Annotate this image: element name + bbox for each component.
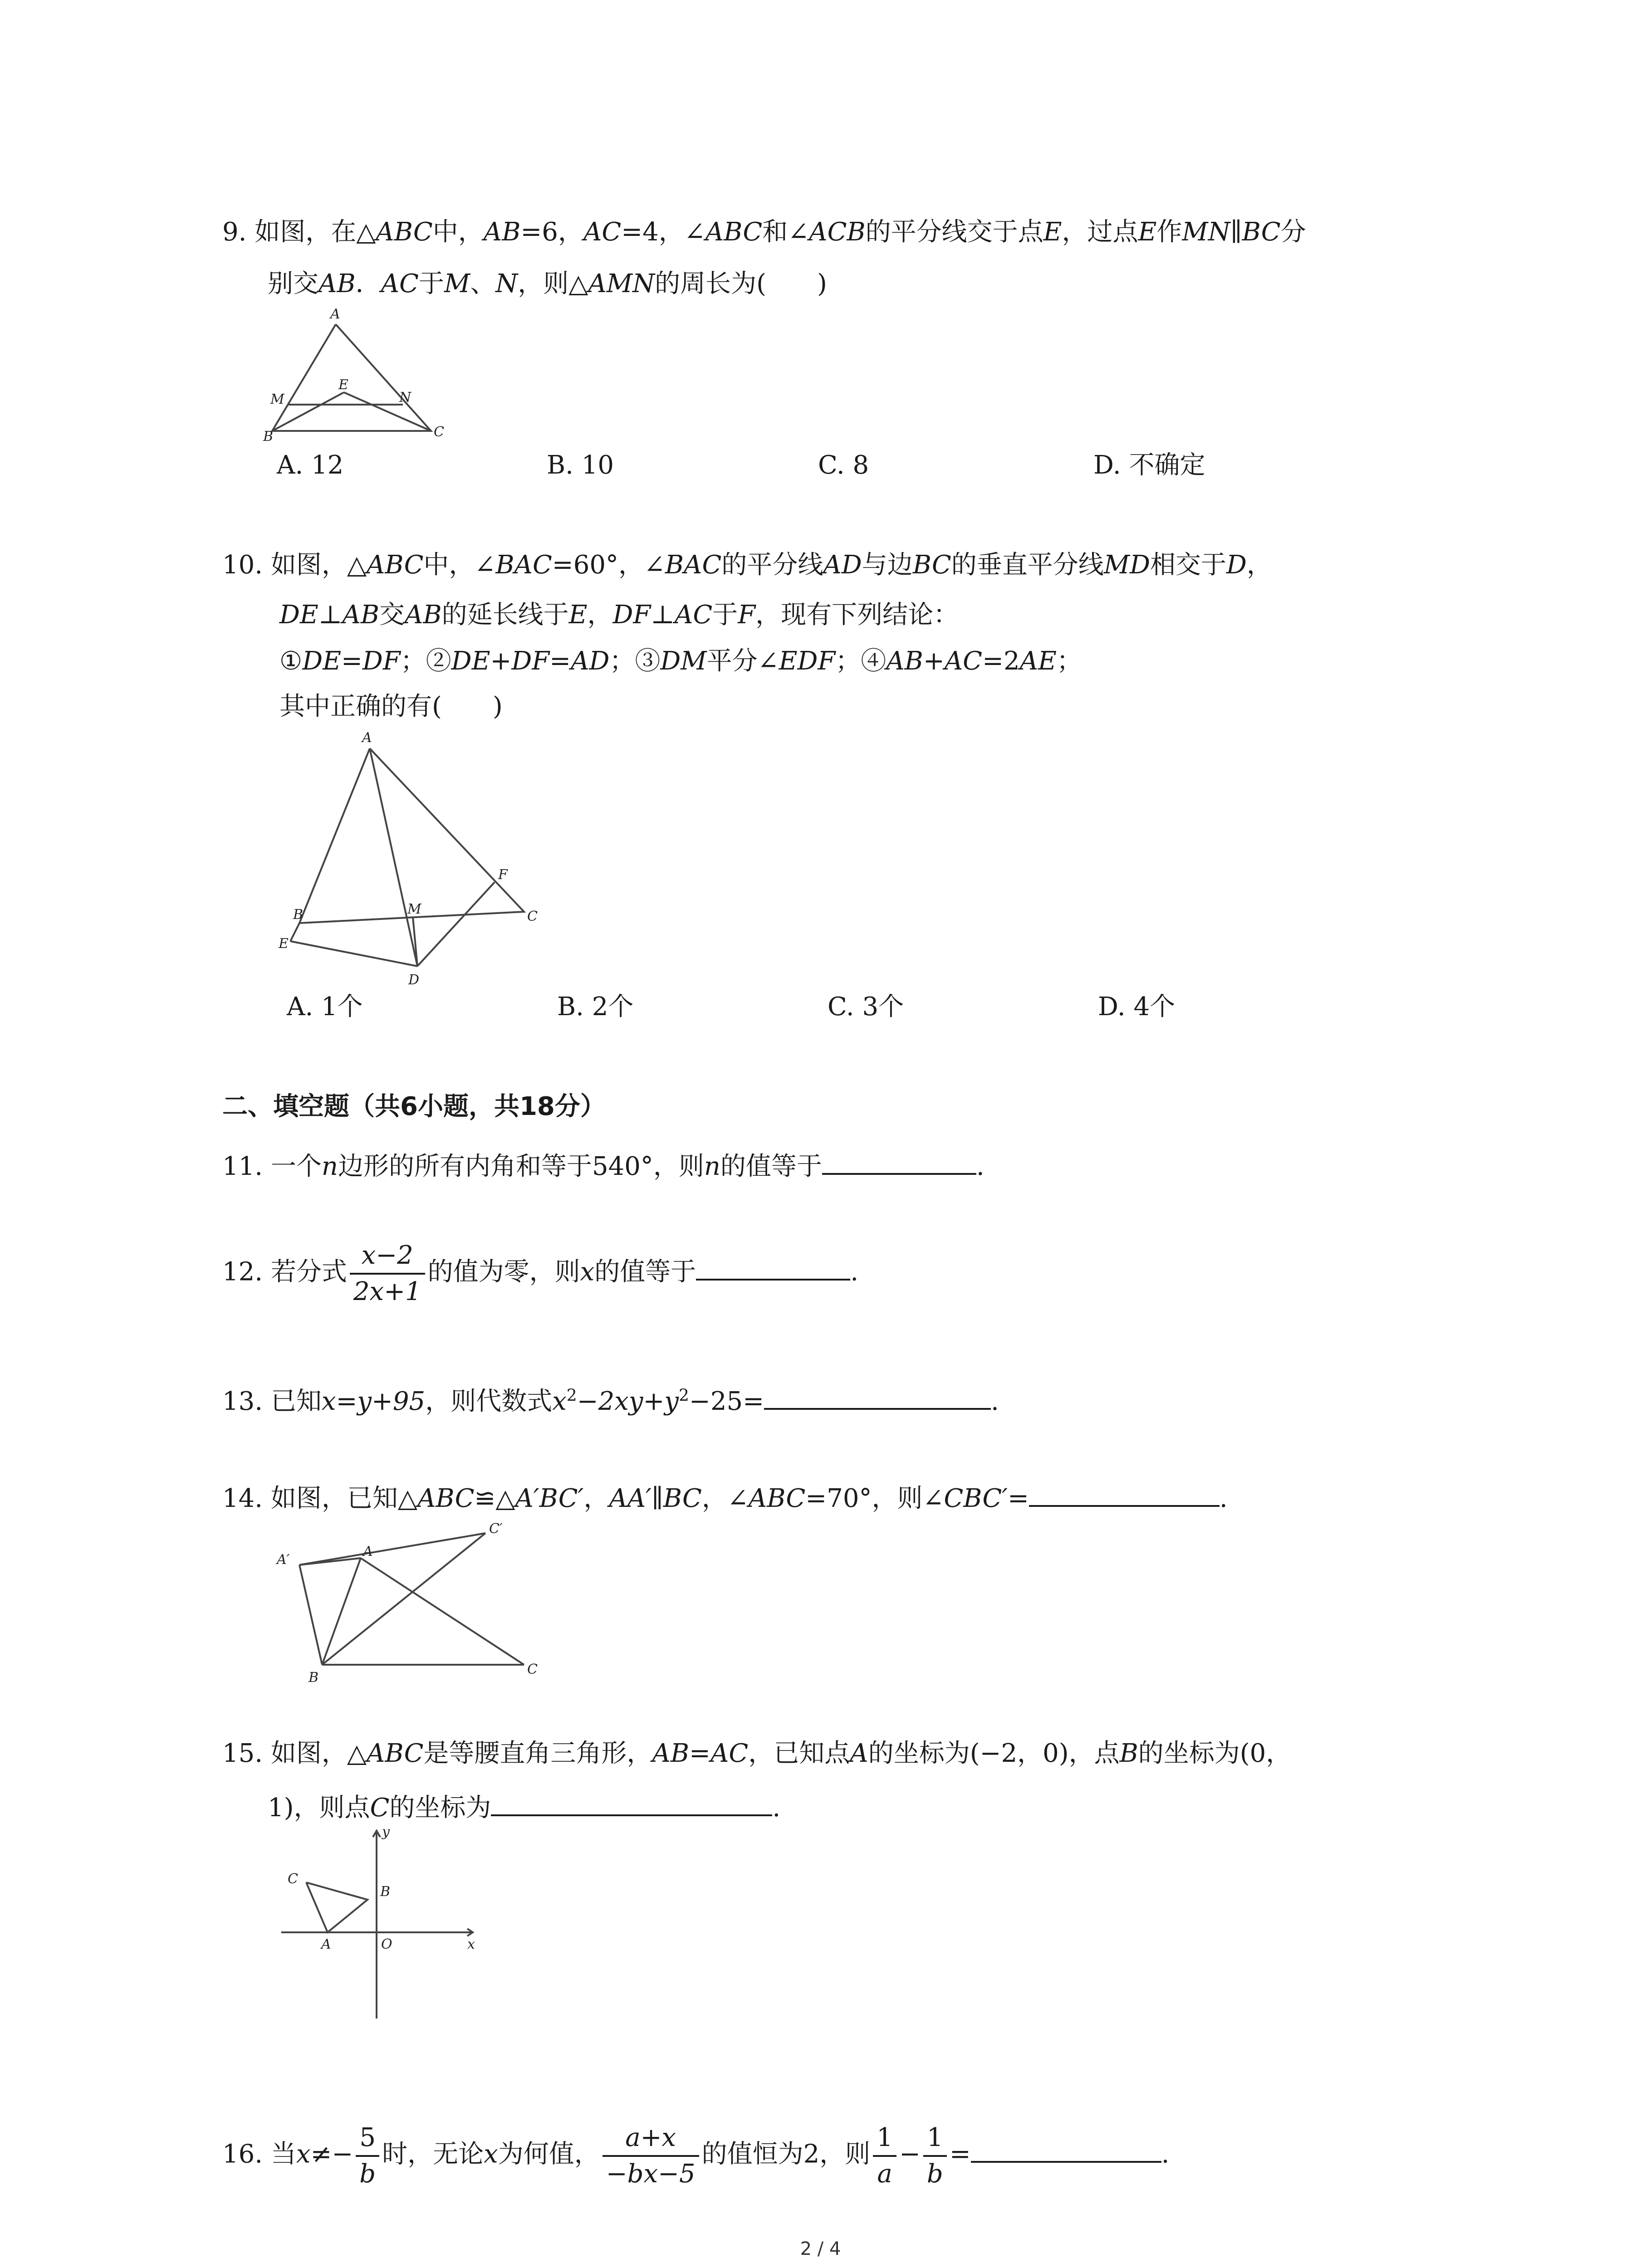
- q9-segment-ce: [344, 392, 431, 431]
- q14-label-a: A: [363, 1544, 373, 1559]
- section-title: 二、填空题（共6小题，共18分）: [222, 1092, 606, 1121]
- page-number: 2 / 4: [800, 2239, 841, 2259]
- q12-answer-blank[interactable]: [696, 1255, 850, 1281]
- q14-label-c: C: [527, 1662, 538, 1677]
- q14-label-a1: A′: [277, 1552, 290, 1568]
- q10-line3: ①DE=DF；②DE+DF=AD；③DM平分∠EDF；④AB+AC=2AE；: [279, 646, 1082, 676]
- q13: 13. 已知x=y+95，则代数式$x^2-2xy+y^2-25=$ .: [222, 1384, 999, 1414]
- q9-triangle-abc: [272, 324, 431, 431]
- q10-figure: [272, 721, 554, 993]
- q10-segment-df: [417, 882, 495, 966]
- q9-label-a: A: [330, 306, 340, 322]
- q15-label-o: O: [381, 1936, 392, 1952]
- q9-line1: 9. 如图，在△ABC中，AB=6，AC=4，∠ABC和∠ACB的平分线交于点E，过点E作MN∥BC分: [222, 217, 1306, 247]
- q15-label-y: y: [382, 1824, 390, 1840]
- q14-segment-ac: [361, 1558, 524, 1665]
- q9-label-n: N: [399, 390, 411, 406]
- q10-option-a: A. 1个: [287, 992, 363, 1022]
- q9-label-b: B: [263, 429, 274, 445]
- q10-option-b: B. 2个: [557, 992, 634, 1022]
- q11: 11. 一个n边形的所有内角和等于540°，则n的值等于 .: [222, 1149, 985, 1179]
- q14-figure: [272, 1520, 554, 1687]
- q11-answer-blank[interactable]: [822, 1149, 976, 1175]
- q10-label-b: B: [293, 907, 304, 923]
- q10-segment-de: [290, 941, 417, 966]
- q10-option-d: D. 4个: [1098, 992, 1176, 1022]
- q9-option-c: C. 8: [818, 450, 869, 480]
- q9-label-e: E: [338, 377, 348, 393]
- q10-option-c: C. 3个: [828, 992, 904, 1022]
- q15-answer-blank[interactable]: [491, 1791, 772, 1816]
- q10-label-f: F: [498, 867, 508, 883]
- q9-line2: 别交AB．AC于M、N，则△AMN的周长为( ): [268, 269, 827, 298]
- q16: 16. 当x≠− $\frac{5}{b}$ 时，无论x为何值， $\frac{a+x}{-bx-5}$ 的值恒为2，则 $\frac{1}{a}$ − $\frac{1}{b}$ = .: [222, 2123, 1170, 2189]
- q10-segment-ad: [370, 748, 417, 966]
- q13-answer-blank[interactable]: [764, 1384, 991, 1410]
- q10-line4: 其中正确的有( ): [279, 692, 503, 721]
- q14: 14. 如图，已知△ABC≌△A′BC′，AA′∥BC，∠ABC=70°，则∠CBC′= .: [222, 1481, 1228, 1511]
- q9-label-m: M: [270, 391, 284, 407]
- q9-figure: [254, 299, 472, 445]
- q12-fraction: $\frac{x-2}{2x+1}$: [350, 1243, 425, 1305]
- q15-line2: 1)，则点C的坐标为 .: [268, 1791, 780, 1821]
- q14-segment-a1b: [299, 1565, 322, 1665]
- q15-label-a: A: [321, 1936, 331, 1952]
- q14-answer-blank[interactable]: [1029, 1481, 1220, 1507]
- q16-fraction-1: $\frac{5}{b}$: [356, 2125, 379, 2187]
- q16-fraction-4: $\frac{1}{b}$: [923, 2125, 947, 2187]
- q9-option-d: D. 不确定: [1093, 450, 1205, 480]
- q9-label-c: C: [434, 424, 444, 440]
- q10-line2: DE⊥AB交AB的延长线于E，DF⊥AC于F，现有下列结论：: [279, 600, 959, 630]
- q12: 12. 若分式 $\frac{x-2}{2x+1}$ 的值为零，则x的值等于 .: [222, 1241, 859, 1306]
- q16-answer-blank[interactable]: [971, 2137, 1161, 2163]
- q9-option-b: B. 10: [547, 450, 614, 480]
- q16-fraction-3: $\frac{1}{a}$: [873, 2125, 896, 2187]
- q10-segment-be: [290, 923, 299, 941]
- q10-triangle-abc: [299, 748, 524, 923]
- q15-figure: [277, 1823, 490, 2023]
- q10-label-c: C: [527, 909, 538, 924]
- q15-line1: 15. 如图，△ABC是等腰直角三角形，AB=AC，已知点A的坐标为(−2，0)，点B的坐标为(0，: [222, 1739, 1292, 1768]
- q16-fraction-2: $\frac{a+x}{-bx-5}$: [603, 2125, 699, 2187]
- q10-line1: 10. 如图，△ABC中，∠BAC=60°，∠BAC的平分线AD与边BC的垂直平分线MD相交于D，: [222, 550, 1272, 580]
- q15-label-x: x: [467, 1936, 475, 1952]
- q15-label-b: B: [380, 1884, 391, 1900]
- q14-segment-a1c1: [299, 1533, 485, 1565]
- q14-label-c1: C′: [489, 1521, 503, 1537]
- q15-triangle-abc: [306, 1882, 367, 1932]
- q9-option-a: A. 12: [277, 450, 344, 480]
- q10-label-d: D: [408, 972, 420, 988]
- q10-label-e: E: [279, 936, 289, 952]
- q10-label-a: A: [362, 730, 372, 746]
- q15-label-c: C: [288, 1871, 298, 1887]
- q14-label-b: B: [309, 1670, 319, 1686]
- q10-label-m: M: [407, 901, 421, 917]
